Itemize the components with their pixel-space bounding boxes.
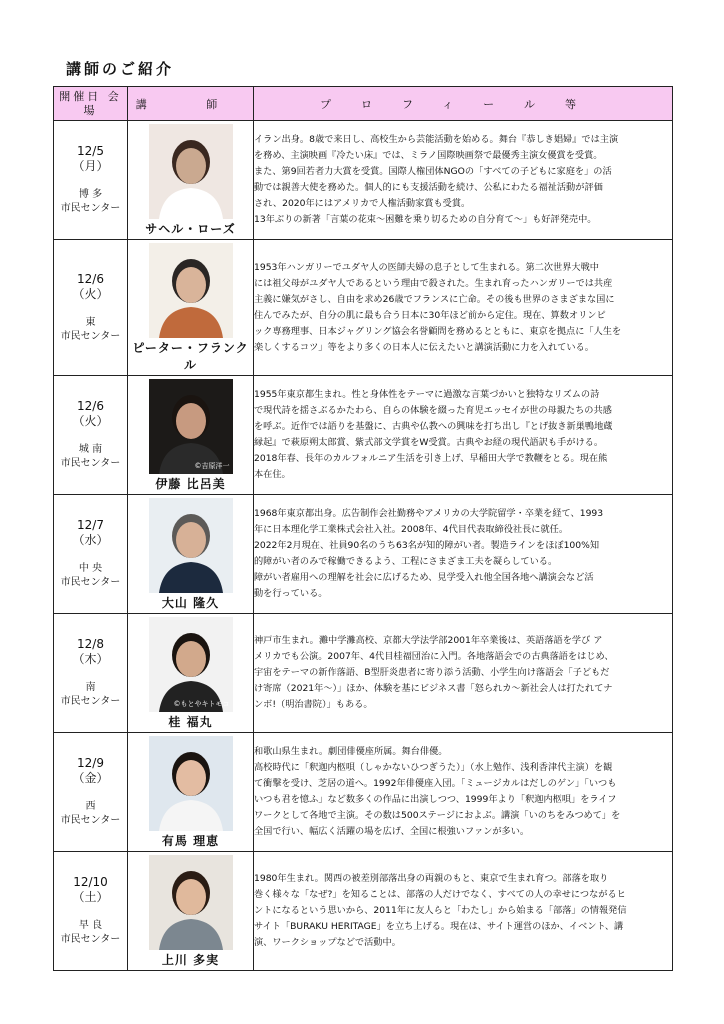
portrait-image xyxy=(149,736,233,831)
date-venue-cell xyxy=(54,376,128,495)
lecturer-photo xyxy=(149,379,233,474)
photo-credit: ©もとやキトモコ xyxy=(173,700,230,708)
event-date: 12/6 xyxy=(77,271,104,286)
profile-line: ンボ!（明治書院）」もある。 xyxy=(254,699,373,710)
profile-line: サイト「BURAKU HERITAGE」を立ち上げる。現在は、サイト運営のほか、イベント、講 xyxy=(254,921,624,932)
profile-line: 動では親善大使を務めた。個人的にも支援活動を続け、公私にわたる福祉活動が評価 xyxy=(254,182,603,193)
venue-type: 市民センター xyxy=(60,458,121,469)
profile-line: 動を行っている。 xyxy=(254,588,328,599)
lecturer-table xyxy=(53,86,673,971)
date-venue-cell xyxy=(54,733,128,852)
profile-line: 全国で行い、幅広く活躍の場を広げ、全国に根強いファンが多い。 xyxy=(254,826,530,837)
venue-name: 博 多 xyxy=(78,189,103,200)
venue-type: 市民センター xyxy=(60,203,121,214)
date-venue-cell xyxy=(54,240,128,376)
profile-line: 高校時代に「釈迦内柩唄（しゃかないひつぎうた）」（水上勉作、浅利香津代主演）を観 xyxy=(254,762,613,773)
profile-cell xyxy=(254,121,673,240)
event-date: 12/5 xyxy=(77,144,104,158)
profile-line: ック専務理事、日本ジャグリング協会名誉顧問を務めるとともに、東京を拠点に「人生を xyxy=(254,325,622,337)
profile-line: 縁起』で萩原朔太郎賞、紫式部文学賞をW受賞。古典やお経の現代語訳も手がける。 xyxy=(254,437,604,448)
table-row xyxy=(54,121,673,240)
portrait-image xyxy=(149,855,233,950)
profile-line: を務め、主演映画『冷たい床』では、ミラノ国際映画祭で最優秀主演女優賞を受賞。 xyxy=(254,150,603,161)
venue-name: 早 良 xyxy=(78,920,103,931)
lecturer-photo xyxy=(149,617,233,712)
profile-line: また、第9回若者力大賞を受賞。国際人権団体NGOの「すべての子どもに家庭を」の活 xyxy=(254,166,612,177)
profile-line: け寄席（2021年～）」ほか、体験を基にビジネス書「怒られカ～新社会人は打たれてナ xyxy=(254,683,613,694)
profile-line: を呼ぶ。近作では語りを基盤に、古典や仏教への興味を打ち出し『とげ抜き新巣鴨地蔵 xyxy=(254,421,613,432)
table-row xyxy=(54,733,673,852)
lecturer-cell xyxy=(128,495,254,614)
lecturer-cell xyxy=(128,240,254,376)
lecturer-cell xyxy=(128,614,254,733)
table-row xyxy=(54,240,673,376)
day-of-week: （火） xyxy=(72,286,109,301)
date-venue-cell xyxy=(54,614,128,733)
profile-line: 宇宙をテーマの新作落語、B型肝炎患者に寄り添う活動、小学生向け落語会「子どもだ xyxy=(254,667,610,678)
lecturer-name: ピーター・フランクル xyxy=(132,341,249,372)
profile-line: 的障がい者のみで稼働できるよう、工程にさまざま工夫を凝らしている。 xyxy=(254,556,558,567)
profile-cell xyxy=(254,376,673,495)
profile-line: で現代詩を揺さぶるかたわら、自らの体験を綴った育児エッセイが世の母親たちの共感 xyxy=(254,405,612,416)
profile-line: 和歌山県生まれ。劇団俳優座所属。舞台俳優。 xyxy=(254,746,448,757)
venue-type: 市民センター xyxy=(60,330,121,342)
date-venue-cell xyxy=(54,121,128,240)
venue-type: 市民センター xyxy=(60,577,121,588)
profile-line: て衝撃を受け、芝居の道へ。1992年俳優座入団。「ミュージカルはだしのゲン」「いつも xyxy=(254,778,617,789)
profile-line: 1980年生まれ。関西の被差別部落出身の両親のもと、東京で生まれ育つ。部落を取り xyxy=(254,873,609,884)
venue-type: 市民センター xyxy=(60,696,121,707)
profile-line: 2022年2月現在、社員90名のうち63名が知的障がい者。製造ラインをほぼ100%知 xyxy=(254,540,600,551)
profile-line: 巻く様々な「なぜ?」を知ることは、部落の人だけでなく、すべての人の幸せにつながるヒ xyxy=(254,889,626,900)
day-of-week: （月） xyxy=(72,159,109,173)
profile-line: 2018年春、長年のカルフォルニア生活を引き上げ、早稲田大学で教鞭をとる。現在熊 xyxy=(254,453,608,464)
portrait-image xyxy=(149,379,233,474)
venue-type: 市民センター xyxy=(60,815,121,826)
day-of-week: （水） xyxy=(72,533,109,547)
lecturer-photo xyxy=(149,736,233,831)
table-header-row xyxy=(54,87,673,121)
lecturer-photo xyxy=(149,498,233,593)
event-date: 12/6 xyxy=(77,399,104,413)
day-of-week: （木） xyxy=(72,652,109,666)
lecturer-cell xyxy=(128,376,254,495)
lecturer-cell xyxy=(128,121,254,240)
day-of-week: （火） xyxy=(72,414,109,428)
lecturer-photo xyxy=(149,855,233,950)
portrait-image xyxy=(149,243,233,338)
profile-cell xyxy=(254,614,673,733)
lecturer-name: 上川 多実 xyxy=(161,953,220,967)
profile-line: 1968年東京都出身。広告制作会社勤務やアメリカの大学院留学・卒業を経て、1993 xyxy=(254,508,604,519)
profile-cell xyxy=(254,240,673,376)
event-date: 12/7 xyxy=(77,518,104,532)
header-lecturer: 講 師 xyxy=(128,87,254,121)
profile-line: 神戸市生まれ。灘中学灘高校、京都大学法学部2001年卒業後は、英語落語を学び ア xyxy=(254,635,603,646)
profile-line: 13年ぶりの新著「言葉の花束～困難を乗り切るための自分育て～」も好評発売中。 xyxy=(254,214,597,225)
portrait-image xyxy=(149,498,233,593)
event-date: 12/10 xyxy=(73,875,108,889)
profile-line: ワークとして各地で主演。その数は500ステージにおよぶ。講演「いのちをみつめて」を xyxy=(254,810,621,821)
profile-cell xyxy=(254,852,673,971)
venue-name: 東 xyxy=(85,316,96,328)
table-row xyxy=(54,852,673,971)
profile-line: ントになるという思いから、2011年に友人らと「わたし」から始まる「部落」の情報発信 xyxy=(254,905,627,916)
table-row xyxy=(54,495,673,614)
venue-name: 中 央 xyxy=(78,563,103,574)
profile-line: され、2020年にはアメリカで人権活動家賞も受賞。 xyxy=(254,198,471,209)
lecturer-name: 有馬 理恵 xyxy=(161,834,220,848)
profile-cell xyxy=(254,733,673,852)
lecturer-name: サヘル・ローズ xyxy=(145,222,236,236)
profile-line: 楽しくするコツ」等をより多くの日本人に伝えたいと講演活動に力を入れている。 xyxy=(254,341,594,353)
page-title: 講師のご紹介 xyxy=(66,60,175,78)
portrait-image xyxy=(149,617,233,712)
date-venue-cell xyxy=(54,495,128,614)
lecturer-name: 桂 福丸 xyxy=(168,715,213,729)
photo-credit: ©吉原洋一 xyxy=(194,462,230,470)
venue-name: 南 xyxy=(85,682,96,693)
profile-cell xyxy=(254,495,673,614)
lecturer-photo xyxy=(149,243,233,338)
lecturer-name: 大山 隆久 xyxy=(161,596,220,610)
profile-line: イラン出身。8歳で来日し、高校生から芸能活動を始める。舞台『恭しき娼婦』では主演 xyxy=(254,134,619,145)
date-venue-cell xyxy=(54,852,128,971)
profile-line: メリカでも公演。2007年、4代目桂福団治に入門。各地落語会での古典落語をはじめ、 xyxy=(254,651,614,662)
profile-line: 主義に嫌気がさし、自由を求め26歳でフランスに亡命。その後も世界のさまざまな国に xyxy=(254,293,615,305)
event-date: 12/8 xyxy=(77,637,104,651)
profile-line: には祖父母がユダヤ人であるという理由で殺された。生まれ育ったハンガリーでは共産 xyxy=(254,277,613,289)
header-profile: プロフィール等 xyxy=(254,87,673,121)
venue-name: 城 南 xyxy=(78,444,103,455)
profile-line: 本在住。 xyxy=(254,469,291,480)
profile-line: 演、ワークショップなどで活動中。 xyxy=(254,937,401,948)
profile-line: いつも君を憶ふ」など数多くの作品に出演しつつ、1999年より「釈迦内柩唄」をライフ xyxy=(254,794,617,805)
profile-line: 障がい者雇用への理解を社会に広げるため、見学受入れ他全国各地へ講演会など活 xyxy=(254,572,594,583)
lecturer-photo xyxy=(149,124,233,219)
profile-line: 1955年東京都生まれ。性と身体性をテーマに過激な言葉づかいと独特なリズムの詩 xyxy=(254,389,600,400)
venue-name: 西 xyxy=(85,801,96,812)
profile-line: 住んでみたが、自分の肌に最も合う日本に30年ほど前から定住。現在、算数オリンピ xyxy=(254,309,606,321)
lecturer-cell xyxy=(128,852,254,971)
table-row xyxy=(54,614,673,733)
profile-line: 年に日本理化学工業株式会社入社。2008年、4代目代表取締役社長に就任。 xyxy=(254,524,569,535)
portrait-image xyxy=(149,124,233,219)
lecturer-name: 伊藤 比呂美 xyxy=(155,477,226,491)
day-of-week: （金） xyxy=(72,771,109,785)
event-date: 12/9 xyxy=(77,756,104,770)
venue-type: 市民センター xyxy=(60,934,121,945)
profile-line: 1953年ハンガリーでユダヤ人の医師夫婦の息子として生まれる。第二次世界大戦中 xyxy=(254,261,599,273)
lecturer-cell xyxy=(128,733,254,852)
table-row xyxy=(54,376,673,495)
day-of-week: （土） xyxy=(72,890,109,904)
header-date-venue: 開催日 会 場 xyxy=(54,87,128,121)
